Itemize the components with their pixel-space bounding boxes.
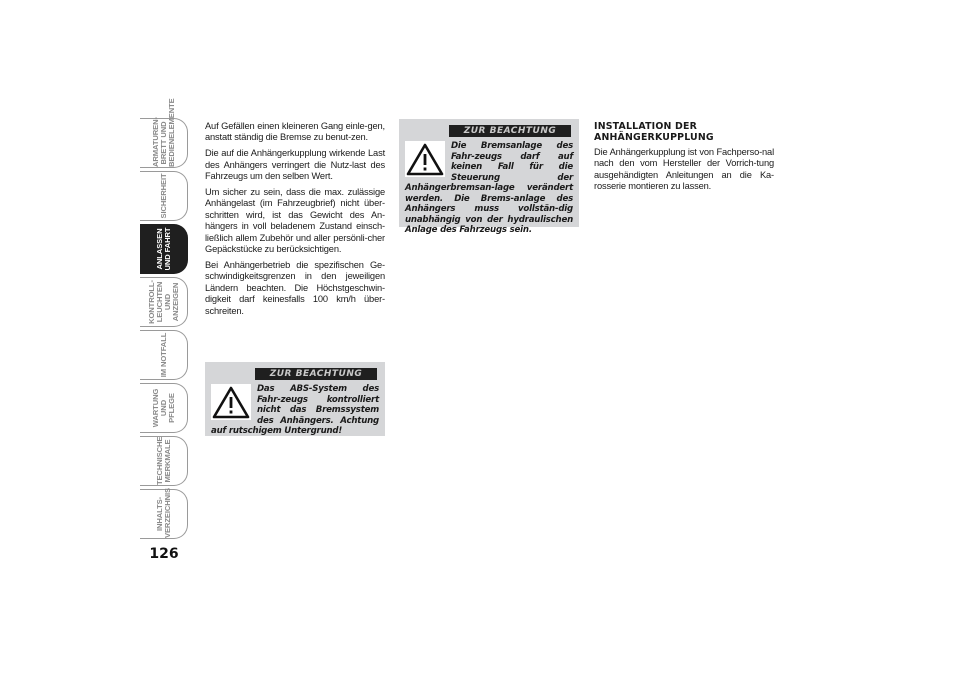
warning-triangle-icon bbox=[211, 384, 251, 420]
warning-box-bremsanlage bbox=[399, 119, 579, 235]
paragraph: Um sicher zu sein, dass die max. zulässige Anhängelast (im Fahrzeugbrief) nicht über-schritten wird, ist das Gewicht des An-hängers in voll beladenem Zustand einsch-ließlich allem Zubehör und aller persönli-cher Gepäckstücke zu berücksichtigen. bbox=[205, 187, 385, 255]
paragraph: Die Anhängerkupplung ist von Fachperso-nal nach den vom Hersteller der Vorrich-tung ausgehändigten Anleitungen an die Ka-rosserie montieren zu lassen. bbox=[594, 147, 774, 192]
tab-label: ANLASSEN UND FAHRT bbox=[154, 227, 172, 271]
tab-technische-merkmale[interactable] bbox=[140, 436, 188, 486]
tab-im-notfall[interactable] bbox=[140, 330, 188, 380]
warning-title: ZUR BEACHTUNG bbox=[449, 125, 571, 137]
tab-label: ARMATUREN- BRETT UND BEDIENELEMENTE bbox=[150, 98, 176, 167]
warning-text: Das ABS-System des Fahr-zeugs kontrolliert nicht das Bremssystem des Anhängers. Achtung auf rutschigem Untergrund! bbox=[211, 384, 379, 436]
warning-box-abs bbox=[205, 362, 385, 436]
tab-label: KONTROLL- LEUCHTEN UND ANZEIGEN bbox=[146, 280, 180, 324]
tab-label: SICHERHEIT bbox=[158, 173, 168, 219]
tab-label: INHALTS- VERZEICHNIS bbox=[154, 488, 172, 538]
warning-body bbox=[211, 384, 379, 437]
page-number: 126 bbox=[149, 546, 179, 562]
paragraph: Bei Anhängerbetrieb die spezifischen Ge-schwindigkeitsgrenzen in den jeweiligen Ländern beachten. Die Höchstgeschwin-digkeit darf keinesfalls 100 km/h über-schreiten. bbox=[205, 259, 385, 316]
paragraph: Die auf die Anhängerkupplung wirkende Last des Anhängers verringert die Nutz-last des Fahrzeugs um den selben Wert. bbox=[205, 148, 385, 182]
warning-triangle-icon bbox=[405, 141, 445, 177]
tab-label: TECHNISCHE MERKMALE bbox=[154, 436, 172, 485]
paragraph: Auf Gefällen einen kleineren Gang einle-gen, anstatt ständig die Bremse zu benut-zen. bbox=[205, 121, 385, 143]
tab-wartung-und-pflege[interactable] bbox=[140, 383, 188, 433]
tab-armaturenbrett[interactable] bbox=[140, 98, 188, 168]
tab-label: IM NOTFALL bbox=[158, 332, 168, 378]
warning-text: Die Bremsanlage des Fahr-zeugs darf auf keinen Fall für die Steuerung der Anhängerbremsan-lage verändert werden. Die Brems-anlage des Anhängers muss vollstän-dig unabhängig von der hydraulischen Anlage des Fahrzeugs sein. bbox=[405, 141, 573, 235]
tab-anlassen-und-fahrt[interactable] bbox=[140, 224, 188, 274]
tab-kontrollleuchten[interactable] bbox=[140, 277, 188, 327]
chapter-tabs bbox=[140, 98, 188, 542]
warning-title: ZUR BEACHTUNG bbox=[255, 368, 377, 380]
text-column-right bbox=[594, 121, 774, 197]
tab-inhaltsverzeichnis[interactable] bbox=[140, 489, 188, 539]
tab-sicherheit[interactable] bbox=[140, 171, 188, 221]
section-heading: INSTALLATION DER ANHÄNGERKUPPLUNG bbox=[594, 121, 714, 143]
text-column-left bbox=[205, 121, 385, 322]
warning-body bbox=[405, 141, 573, 236]
tab-label: WARTUNG UND PFLEGE bbox=[150, 388, 176, 428]
